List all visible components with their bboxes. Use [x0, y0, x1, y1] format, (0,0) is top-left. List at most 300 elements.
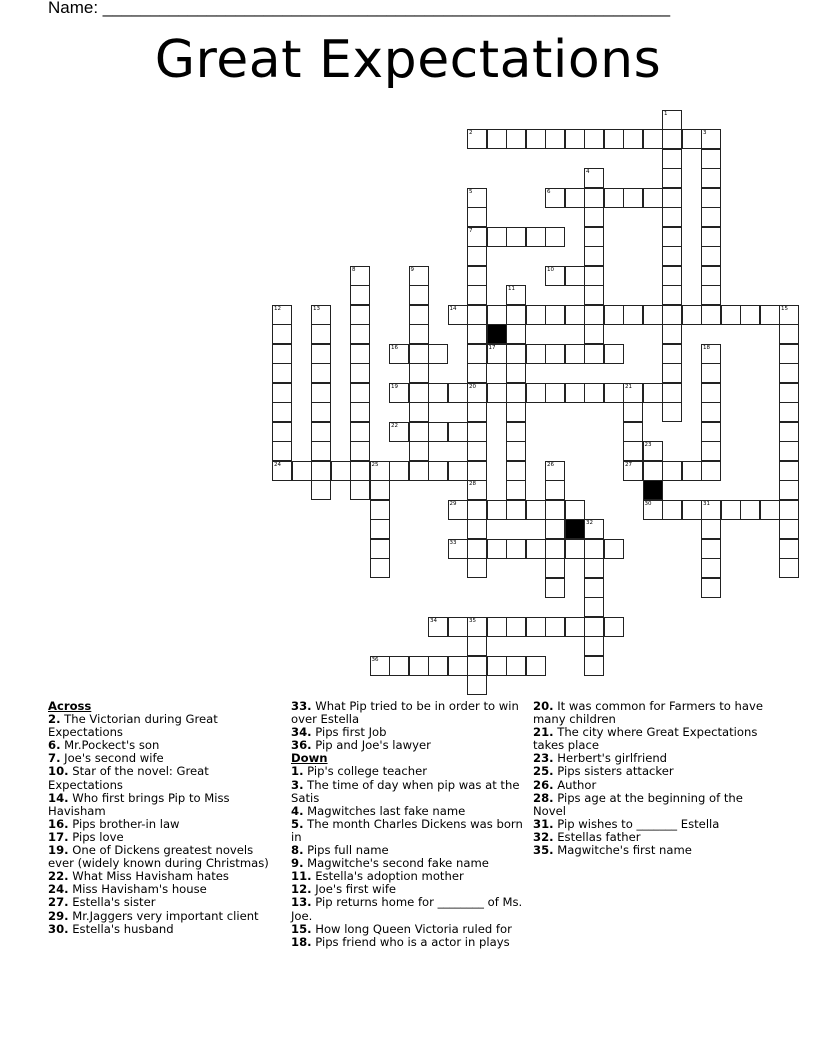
grid-cell[interactable]	[662, 461, 682, 481]
grid-cell[interactable]	[584, 519, 604, 539]
grid-cell[interactable]	[428, 656, 448, 676]
grid-cell[interactable]	[526, 500, 546, 520]
grid-cell[interactable]	[701, 500, 721, 520]
grid-cell[interactable]	[506, 461, 526, 481]
clue-item-number: 20.	[533, 699, 554, 713]
grid-cell[interactable]	[370, 519, 390, 539]
grid-cell[interactable]	[721, 305, 741, 325]
grid-cell[interactable]	[545, 539, 565, 559]
grid-cell[interactable]	[565, 129, 585, 149]
grid-cell[interactable]	[311, 324, 331, 344]
grid-cell[interactable]	[311, 383, 331, 403]
grid-cell[interactable]	[545, 500, 565, 520]
grid-cell[interactable]	[701, 519, 721, 539]
grid-cell[interactable]	[311, 441, 331, 461]
grid-cell[interactable]	[467, 402, 487, 422]
grid-cell[interactable]	[506, 656, 526, 676]
grid-cell[interactable]	[272, 461, 292, 481]
grid-cell[interactable]	[331, 461, 351, 481]
grid-cell[interactable]	[467, 285, 487, 305]
grid-cell[interactable]	[662, 129, 682, 149]
grid-cell[interactable]	[779, 480, 799, 500]
clue-item-number: 35.	[533, 843, 554, 858]
grid-cell[interactable]	[350, 480, 370, 500]
grid-cell[interactable]	[760, 500, 780, 520]
grid-cell[interactable]	[701, 363, 721, 383]
grid-cell[interactable]	[487, 305, 507, 325]
grid-cell[interactable]	[487, 500, 507, 520]
grid-cell[interactable]	[584, 285, 604, 305]
grid-cell[interactable]	[604, 383, 624, 403]
grid-cell[interactable]	[350, 324, 370, 344]
grid-cell[interactable]	[643, 383, 663, 403]
grid-cell[interactable]	[545, 305, 565, 325]
grid-cell[interactable]	[526, 539, 546, 559]
clue-item	[291, 700, 527, 726]
grid-cell[interactable]	[584, 129, 604, 149]
grid-cell[interactable]	[467, 519, 487, 539]
grid-cell[interactable]	[350, 441, 370, 461]
grid-cell[interactable]	[545, 480, 565, 500]
grid-cell[interactable]	[623, 402, 643, 422]
clue-item-text: Pip's college teacher	[303, 764, 428, 779]
grid-cell[interactable]	[526, 129, 546, 149]
grid-cell[interactable]	[701, 227, 721, 247]
grid-cell[interactable]	[448, 539, 468, 559]
grid-cell[interactable]	[584, 344, 604, 364]
grid-cell[interactable]	[584, 324, 604, 344]
grid-cell[interactable]	[467, 480, 487, 500]
clue-item-number: 21.	[533, 725, 554, 740]
grid-cell[interactable]	[701, 558, 721, 578]
grid-cell[interactable]	[623, 188, 643, 208]
grid-cell[interactable]	[662, 363, 682, 383]
grid-cell[interactable]	[584, 168, 604, 188]
grid-cell[interactable]	[370, 500, 390, 520]
grid-cell[interactable]	[779, 519, 799, 539]
grid-cell[interactable]	[545, 188, 565, 208]
clue-item-text: Estella's adoption mother	[311, 869, 464, 884]
grid-cell[interactable]	[409, 656, 429, 676]
grid-cell[interactable]	[506, 324, 526, 344]
grid-cell[interactable]	[662, 246, 682, 266]
clue-number: 16	[391, 344, 398, 351]
grid-black-square	[643, 480, 663, 500]
clue-item-text: Pips love	[68, 829, 124, 844]
grid-cell[interactable]	[467, 266, 487, 286]
clue-number: 22	[391, 422, 398, 429]
grid-cell[interactable]	[506, 441, 526, 461]
grid-cell[interactable]	[604, 539, 624, 559]
clue-number: 36	[371, 656, 379, 663]
grid-cell[interactable]	[506, 500, 526, 520]
grid-cell[interactable]	[311, 461, 331, 481]
clue-item-number: 18.	[291, 934, 312, 949]
grid-cell[interactable]	[448, 305, 468, 325]
grid-cell[interactable]	[370, 656, 390, 676]
grid-cell[interactable]	[565, 344, 585, 364]
grid-cell[interactable]	[584, 266, 604, 286]
grid-cell[interactable]	[584, 207, 604, 227]
grid-cell[interactable]	[526, 344, 546, 364]
grid-cell[interactable]	[467, 617, 487, 637]
grid-cell[interactable]	[506, 539, 526, 559]
clue-number: 17	[488, 344, 496, 351]
grid-cell[interactable]	[487, 383, 507, 403]
grid-cell[interactable]	[740, 500, 760, 520]
grid-cell[interactable]	[584, 617, 604, 637]
grid-cell[interactable]	[272, 383, 292, 403]
grid-cell[interactable]	[779, 383, 799, 403]
grid-cell[interactable]	[448, 500, 468, 520]
grid-cell[interactable]	[545, 519, 565, 539]
grid-cell[interactable]	[682, 500, 702, 520]
grid-cell[interactable]	[623, 461, 643, 481]
grid-cell[interactable]	[604, 617, 624, 637]
grid-cell[interactable]	[643, 305, 663, 325]
grid-cell[interactable]	[311, 305, 331, 325]
grid-cell[interactable]	[584, 246, 604, 266]
grid-cell[interactable]	[643, 188, 663, 208]
clue-item-text: What Miss Havisham hates	[68, 869, 229, 884]
clue-number: 8	[352, 266, 356, 273]
grid-cell[interactable]	[662, 285, 682, 305]
grid-cell[interactable]	[370, 461, 390, 481]
grid-cell[interactable]	[565, 188, 585, 208]
grid-cell[interactable]	[565, 500, 585, 520]
grid-cell[interactable]	[721, 500, 741, 520]
grid-cell[interactable]	[467, 636, 487, 656]
grid-cell[interactable]	[623, 129, 643, 149]
grid-cell[interactable]	[272, 305, 292, 325]
grid-cell[interactable]	[779, 422, 799, 442]
grid-cell[interactable]	[643, 129, 663, 149]
grid-cell[interactable]	[272, 324, 292, 344]
grid-cell[interactable]	[643, 461, 663, 481]
grid-cell[interactable]	[311, 344, 331, 364]
grid-cell[interactable]	[467, 422, 487, 442]
grid-cell[interactable]	[506, 422, 526, 442]
grid-cell[interactable]	[584, 578, 604, 598]
grid-cell[interactable]	[409, 363, 429, 383]
grid-cell[interactable]	[565, 305, 585, 325]
grid-cell[interactable]	[487, 539, 507, 559]
grid-cell[interactable]	[701, 246, 721, 266]
grid-cell[interactable]	[350, 422, 370, 442]
clue-item-text: Miss Havisham's house	[68, 882, 207, 897]
clue-number: 9	[410, 266, 414, 273]
grid-cell[interactable]	[467, 246, 487, 266]
grid-cell[interactable]	[643, 441, 663, 461]
grid-cell[interactable]	[662, 227, 682, 247]
grid-cell[interactable]	[506, 617, 526, 637]
grid-cell[interactable]	[662, 344, 682, 364]
grid-cell[interactable]	[604, 344, 624, 364]
grid-cell[interactable]	[311, 402, 331, 422]
grid-cell[interactable]	[526, 656, 546, 676]
clue-item	[291, 896, 527, 922]
grid-cell[interactable]	[643, 500, 663, 520]
grid-cell[interactable]	[350, 383, 370, 403]
grid-cell[interactable]	[545, 344, 565, 364]
grid-cell[interactable]	[565, 383, 585, 403]
grid-cell[interactable]	[584, 383, 604, 403]
clues-column-3	[533, 700, 768, 857]
grid-cell[interactable]	[701, 344, 721, 364]
grid-cell[interactable]	[389, 344, 409, 364]
grid-cell[interactable]	[682, 129, 702, 149]
grid-cell[interactable]	[662, 207, 682, 227]
grid-cell[interactable]	[526, 305, 546, 325]
grid-cell[interactable]	[467, 675, 487, 695]
grid-cell[interactable]	[506, 344, 526, 364]
grid-cell[interactable]	[545, 617, 565, 637]
grid-cell[interactable]	[779, 324, 799, 344]
grid-cell[interactable]	[389, 656, 409, 676]
grid-cell[interactable]	[311, 422, 331, 442]
grid-cell[interactable]	[779, 402, 799, 422]
grid-cell[interactable]	[272, 422, 292, 442]
grid-cell[interactable]	[448, 422, 468, 442]
grid-cell[interactable]	[467, 461, 487, 481]
clue-item-text: Pip wishes to _______ Estella	[553, 816, 720, 831]
grid-cell[interactable]	[701, 149, 721, 169]
grid-cell[interactable]	[467, 227, 487, 247]
grid-cell[interactable]	[487, 656, 507, 676]
grid-cell[interactable]	[350, 344, 370, 364]
grid-cell[interactable]	[409, 422, 429, 442]
grid-cell[interactable]	[370, 539, 390, 559]
grid-cell[interactable]	[409, 383, 429, 403]
grid-cell[interactable]	[545, 461, 565, 481]
grid-cell[interactable]	[526, 227, 546, 247]
grid-cell[interactable]	[779, 441, 799, 461]
grid-cell[interactable]	[584, 305, 604, 325]
grid-cell[interactable]	[467, 305, 487, 325]
grid-cell[interactable]	[409, 266, 429, 286]
grid-cell[interactable]	[701, 383, 721, 403]
clue-item-text: Joe's second wife	[60, 751, 164, 766]
grid-cell[interactable]	[701, 285, 721, 305]
clue-item-text: Estella's sister	[68, 895, 156, 910]
grid-cell[interactable]	[623, 441, 643, 461]
grid-cell[interactable]	[662, 402, 682, 422]
grid-cell[interactable]	[506, 383, 526, 403]
grid-cell[interactable]	[409, 305, 429, 325]
grid-cell[interactable]	[701, 402, 721, 422]
grid-cell[interactable]	[565, 539, 585, 559]
grid-cell[interactable]	[350, 461, 370, 481]
grid-cell[interactable]	[409, 344, 429, 364]
grid-cell[interactable]	[545, 266, 565, 286]
grid-cell[interactable]	[506, 402, 526, 422]
grid-cell[interactable]	[779, 363, 799, 383]
grid-cell[interactable]	[623, 383, 643, 403]
grid-cell[interactable]	[662, 500, 682, 520]
grid-cell[interactable]	[311, 480, 331, 500]
grid-cell[interactable]	[623, 305, 643, 325]
grid-cell[interactable]	[350, 285, 370, 305]
grid-cell[interactable]	[467, 558, 487, 578]
grid-cell[interactable]	[506, 305, 526, 325]
grid-cell[interactable]	[760, 305, 780, 325]
grid-cell[interactable]	[701, 168, 721, 188]
grid-cell[interactable]	[272, 363, 292, 383]
grid-cell[interactable]	[272, 344, 292, 364]
grid-cell[interactable]	[467, 441, 487, 461]
grid-cell[interactable]	[662, 383, 682, 403]
clue-item	[48, 713, 280, 739]
grid-cell[interactable]	[701, 207, 721, 227]
grid-cell[interactable]	[604, 129, 624, 149]
grid-cell[interactable]	[467, 363, 487, 383]
grid-cell[interactable]	[779, 305, 799, 325]
grid-cell[interactable]	[545, 578, 565, 598]
clue-item-number: 16.	[48, 816, 69, 831]
clue-item-number: 25.	[533, 764, 554, 779]
grid-cell[interactable]	[350, 305, 370, 325]
grid-cell[interactable]	[272, 402, 292, 422]
grid-cell[interactable]	[487, 344, 507, 364]
grid-cell[interactable]	[779, 461, 799, 481]
grid-cell[interactable]	[740, 305, 760, 325]
grid-cell[interactable]	[467, 539, 487, 559]
grid-cell[interactable]	[701, 129, 721, 149]
grid-cell[interactable]	[662, 149, 682, 169]
grid-cell[interactable]	[350, 363, 370, 383]
grid-cell[interactable]	[389, 461, 409, 481]
grid-cell[interactable]	[487, 617, 507, 637]
grid-cell[interactable]	[584, 227, 604, 247]
grid-cell[interactable]	[584, 188, 604, 208]
grid-cell[interactable]	[545, 558, 565, 578]
grid-cell[interactable]	[545, 129, 565, 149]
grid-cell[interactable]	[448, 461, 468, 481]
grid-cell[interactable]	[526, 383, 546, 403]
grid-cell[interactable]	[467, 344, 487, 364]
across-clue-list	[48, 713, 280, 936]
grid-cell[interactable]	[467, 324, 487, 344]
grid-cell[interactable]	[682, 305, 702, 325]
grid-cell[interactable]	[526, 617, 546, 637]
clue-number: 35	[469, 617, 476, 624]
grid-cell[interactable]	[448, 656, 468, 676]
grid-cell[interactable]	[428, 383, 448, 403]
grid-cell[interactable]	[545, 383, 565, 403]
grid-cell[interactable]	[584, 656, 604, 676]
grid-cell[interactable]	[506, 363, 526, 383]
grid-cell[interactable]	[409, 461, 429, 481]
grid-cell[interactable]	[545, 227, 565, 247]
grid-cell[interactable]	[311, 363, 331, 383]
grid-cell[interactable]	[779, 500, 799, 520]
grid-cell[interactable]	[701, 539, 721, 559]
clue-number: 12	[274, 305, 281, 312]
grid-cell[interactable]	[487, 129, 507, 149]
clue-item	[291, 936, 527, 949]
grid-cell[interactable]	[584, 558, 604, 578]
grid-cell[interactable]	[467, 656, 487, 676]
grid-cell[interactable]	[604, 188, 624, 208]
grid-cell[interactable]	[409, 441, 429, 461]
clue-item-number: 7.	[48, 751, 61, 766]
grid-cell[interactable]	[604, 305, 624, 325]
grid-cell[interactable]	[428, 461, 448, 481]
grid-cell[interactable]	[467, 500, 487, 520]
grid-cell[interactable]	[409, 402, 429, 422]
grid-cell[interactable]	[662, 110, 682, 130]
grid-cell[interactable]	[428, 344, 448, 364]
grid-cell[interactable]	[662, 168, 682, 188]
clue-item-number: 22.	[48, 869, 69, 884]
clue-item-text: Estella's husband	[68, 921, 174, 936]
clue-number: 24	[274, 461, 281, 468]
grid-cell[interactable]	[428, 617, 448, 637]
grid-cell[interactable]	[506, 129, 526, 149]
grid-cell[interactable]	[389, 383, 409, 403]
grid-cell[interactable]	[584, 539, 604, 559]
grid-cell[interactable]	[467, 129, 487, 149]
grid-cell[interactable]	[701, 305, 721, 325]
grid-cell[interactable]	[584, 636, 604, 656]
grid-cell[interactable]	[701, 441, 721, 461]
grid-cell[interactable]	[662, 305, 682, 325]
grid-cell[interactable]	[682, 461, 702, 481]
grid-cell[interactable]	[779, 558, 799, 578]
grid-cell[interactable]	[350, 402, 370, 422]
grid-cell[interactable]	[487, 227, 507, 247]
clue-number: 33	[449, 539, 457, 546]
clue-item-number: 17.	[48, 829, 69, 844]
grid-cell[interactable]	[448, 617, 468, 637]
grid-cell[interactable]	[506, 285, 526, 305]
grid-cell[interactable]	[428, 422, 448, 442]
grid-cell[interactable]	[701, 422, 721, 442]
grid-cell[interactable]	[409, 285, 429, 305]
grid-cell[interactable]	[370, 480, 390, 500]
clue-item-text: It was common for Farmers to have many children	[533, 699, 763, 727]
grid-cell[interactable]	[409, 324, 429, 344]
grid-cell[interactable]	[662, 324, 682, 344]
grid-cell[interactable]	[565, 617, 585, 637]
grid-cell[interactable]	[506, 227, 526, 247]
clue-item-text: Mr.Jaggers very important client	[68, 908, 259, 923]
grid-cell[interactable]	[448, 383, 468, 403]
grid-cell[interactable]	[467, 383, 487, 403]
grid-cell[interactable]	[272, 441, 292, 461]
grid-cell[interactable]	[623, 422, 643, 442]
grid-cell[interactable]	[350, 266, 370, 286]
grid-cell[interactable]	[565, 266, 585, 286]
grid-cell[interactable]	[701, 188, 721, 208]
grid-cell[interactable]	[467, 188, 487, 208]
grid-cell[interactable]	[662, 188, 682, 208]
grid-cell[interactable]	[292, 461, 312, 481]
grid-cell[interactable]	[506, 480, 526, 500]
clue-number: 29	[449, 500, 457, 507]
grid-cell[interactable]	[701, 461, 721, 481]
grid-cell[interactable]	[779, 344, 799, 364]
grid-cell[interactable]	[701, 578, 721, 598]
grid-cell[interactable]	[370, 558, 390, 578]
grid-cell[interactable]	[584, 597, 604, 617]
clue-item-number: 2.	[48, 712, 61, 727]
grid-cell[interactable]	[779, 539, 799, 559]
grid-cell[interactable]	[662, 266, 682, 286]
grid-cell[interactable]	[467, 207, 487, 227]
grid-cell[interactable]	[389, 422, 409, 442]
grid-cell[interactable]	[701, 266, 721, 286]
